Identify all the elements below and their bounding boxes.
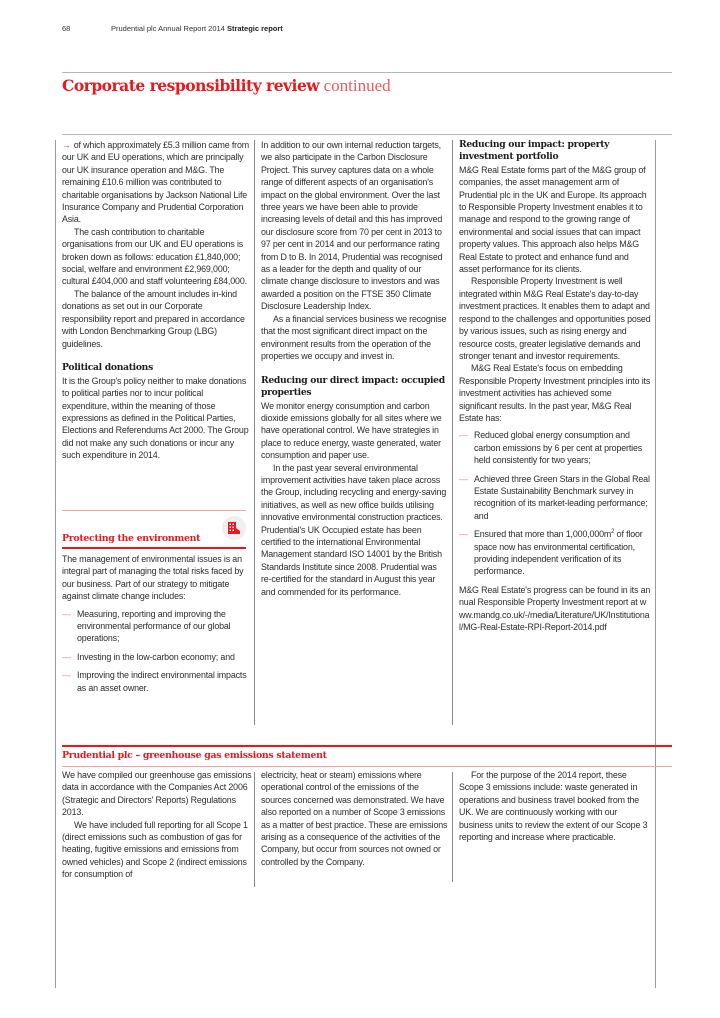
ghg-column-1 [62,769,252,881]
paragraph: The cash contribution to charitable organisations from our UK and EU operations is broken down as follows: education £1,840,000; social, welfare and environment £2,969,000; cultural £404,000 and staff volunteering £84,000. [62,226,247,287]
ghg-column-3 [459,769,651,843]
list-item: — Improving the indirect environmental impacts as an asset owner. [62,670,247,693]
paragraph [62,139,252,226]
paragraph: As a financial services business we recognise that the most significant direct impact on the environment results from the operation of the properties we occupy and invest in. [261,313,447,361]
publication-name: Prudential plc Annual Report 2014 [111,24,225,33]
section-name: Strategic report [226,24,283,33]
environment-box-body [62,553,248,700]
ghg-column-divider-1 [254,772,255,887]
page-title-main: Corporate responsibility review [62,76,320,95]
column-1 [62,139,252,462]
running-header [111,24,283,33]
continued-arrow-icon: → [62,140,71,150]
column-3 [459,139,651,633]
paragraph: M&G Real Estate's focus on embedding Responsible Property Investment principles into its investment activities has achieved some significant results. In the past year, M&G Real Estate has: [459,363,651,423]
paragraph: For the purpose of the 2014 report, these Scope 3 emissions include: waste generated in operations and business travel booked from the UK. We are continuously working with our business units to review the extent of our Scope 3 reporting and increase where practicable. [459,770,648,843]
dash-bullet-icon: — [62,670,71,681]
list-item: — Achieved three Green Stars in the Global Real Estate Sustainability Benchmark survey in recognition of its market-leading performance; and [459,473,650,521]
section-rule [62,134,672,135]
dash-bullet-icon: — [62,651,71,662]
paragraph: Responsible Property Investment is well integrated within M&G Real Estate's day-to-day investment practices. It enables them to adapt and respond to the challenges and opportunities posed by various issues, such as rising energy and resource costs, greater legislative demands and stronger tenant and investor requirements. [459,276,651,361]
page-title-continued: continued [323,76,391,95]
paragraph: M&G Real Estate forms part of the M&G group of companies, the asset management arm of Prudential plc in the UK and Europe. Its approach to Responsible Property Investment enables it to manage and respond to the growing range of environmental and social issues that can impact property values. This approach also helps M&G Real Estate to protect and enhance fund and asset performance for its clients. [459,164,647,275]
column-divider-2 [452,140,453,725]
dash-bullet-icon: — [459,430,468,441]
list-item: — Investing in the low-carbon economy; and [62,651,235,662]
ghg-statement-title: Prudential plc – greenhouse gas emissions statement [62,750,327,761]
report-link-paragraph: M&G Real Estate's progress can be found in its annual Responsible Property Investment report at www.mandg.co.uk/-/media/Literature/UK/Institutional/MG-Real-Estate-RPI-Report-2014.pdf [459,584,651,633]
list-item: — Measuring, reporting and improving the environmental performance of our global operations; [62,608,231,644]
page-title [62,76,391,96]
dash-bullet-icon: — [62,608,71,619]
frame-right-border [655,140,656,988]
ghg-statement-top-rule [62,745,672,747]
political-donations-heading: Political donations [62,362,153,374]
property-investment-heading: Reducing our impact: property investment portfolio [459,139,610,163]
page-number: 68 [62,24,71,33]
paragraph: We have compiled our greenhouse gas emissions data in accordance with the Companies Act 2006 (Strategic and Directors' Reports) Regulations 2013. [62,770,252,818]
paragraph: In addition to our own internal reduction targets, we also participate in the Carbon Disclosure Project. This survey captures data on a whole range of different aspects of an organisation's impact on the global environment. Over the last three years we have been able to provide increasing levels of detail and this has improved our disclosure score from 70 per cent in 2013 to 97 per cent in 2014 and our performance rating from D to B. In 2014, Prudential was recognised as a leader for the depth and quality of our climate change disclosure to investors and was awarded a position on the FTSE 350 Climate Disclosure Leadership Index. [261,140,443,312]
list-item: — Reduced global energy consumption and carbon emissions by 6 per cent at properties held consistently for two years; [459,430,643,466]
environment-box-top-rule [62,510,246,511]
paragraph: electricity, heat or steam) emissions where operational control of the emissions of the sources concerned was demonstrated. We have also reported on a number of Scope 3 emissions as a matter of best practice. These are emissions arising as a consequence of the activities of the Company, but occur from sources not owned or controlled by the Company. [261,770,448,867]
paragraph: The balance of the amount includes in-kind donations as set out in our Corporate responsibility report and prepared in accordance with London Benchmarking Group (LBG) guidelines. [62,288,245,349]
environment-box-title-rule [62,547,246,549]
ghg-column-2 [261,769,449,868]
environment-box-title: Protecting the environment [62,533,201,544]
paragraph: We have included full reporting for all Scope 1 (direct emissions such as combustion of gas for heating, fugitive emissions and emissions from owned vehicles) and Scope 2 (indirect emissions for consumption of [62,819,248,880]
environment-strategy-list [62,608,248,694]
occupied-properties-heading: Reducing our direct impact: occupied properties [261,374,445,399]
column-divider-1 [254,140,255,725]
dash-bullet-icon: — [459,473,468,484]
dash-bullet-icon: — [459,529,468,540]
header-rule [62,72,672,73]
column-2 [261,139,449,598]
paragraph: The management of environmental issues is an integral part of managing the total risks faced by our business. Part of our strategy to mitigate against climate change includes: [62,554,244,602]
list-item: — Ensured that more than $1,000,000m^2$ of floor space now has environmental certification, providing independent verification of its performance. [459,529,643,577]
ghg-statement-title-rule [62,766,672,767]
mg-results-list [459,429,651,577]
building-icon [222,516,246,540]
frame-left-border [55,140,56,988]
paragraph-text: of which approximately £5.3 million came from our UK and EU operations, which are principally our UK insurance operation and M&G. The remaining £10.6 million was contributed to charitable organisations by Jackson National Life Insurance Company and Prudential Corporation Asia. [62,140,249,225]
paragraph: We monitor energy consumption and carbon dioxide emissions globally for all sites where we have operational control. We have strategies in place to reduce energy, waste generated, water consumption and paper use. [261,400,442,461]
ghg-column-divider-2 [452,772,453,882]
paragraph: In the past year several environmental improvement activities have taken place across the Group, including recycling and energy-saving initiatives, as well as new office builds utilising innovative environmental construction practices. Prudential's UK Occupied estate has been certified to the international Environmental Management standard ISO 14001 by the British Standards Institute since 2008. Prudential was re-certified for the standard in August this year and commended for its performance. [261,462,447,597]
paragraph: It is the Group's policy neither to make donations to political parties nor to incur political expenditure, within the meaning of those expressions as defined in the Political Parties, Elections and Referendums Act 2000. The Group did not make any such donations or incur any such expenditure in 2014. [62,375,249,461]
